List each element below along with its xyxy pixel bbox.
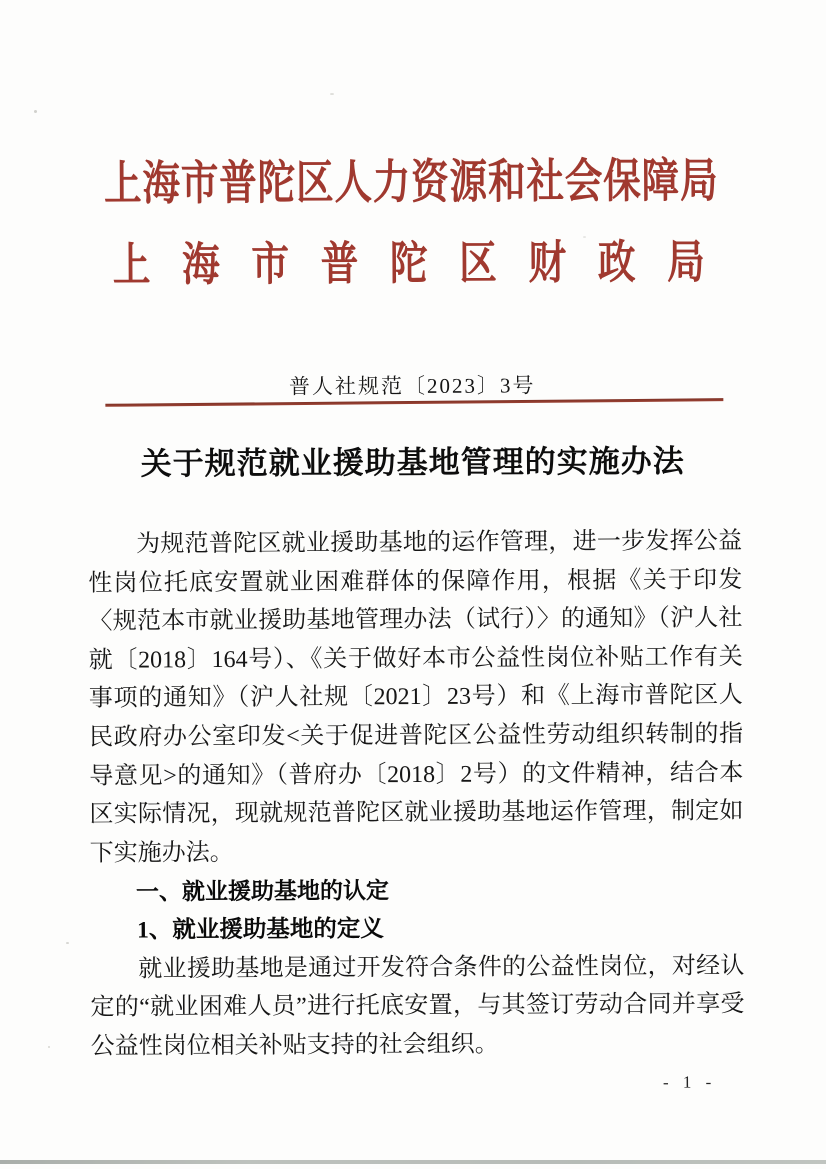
scan-speck (48, 1046, 50, 1048)
document-body (88, 522, 745, 1066)
body-paragraph-2: 就业援助基地是通过开发符合条件的公益性岗位，对经认定的“就业困难人员”进行托底安置，与其签订劳动合同并享受公益性岗位相关补贴支持的社会组织。 (90, 952, 745, 1060)
scan-speck (583, 236, 586, 238)
issuer-name-line1: 上海市普陀区人力资源和社会保障局 (103, 155, 719, 211)
scan-speck (66, 942, 69, 944)
scan-speck (34, 110, 37, 113)
scan-edge-line (0, 1160, 826, 1164)
section-heading-1: 一、就业援助基地的认定 (135, 877, 389, 905)
page-number: - 1 - (662, 1072, 717, 1092)
issuer-name-line2: 上 海 市 普 陀 区 财 政 局 (112, 236, 711, 291)
subsection-heading-1-1: 1、就业援助基地的定义 (137, 916, 384, 944)
document-letterhead (0, 0, 823, 291)
body-paragraph-1: 为规范普陀区就业援助基地的运作管理，进一步发挥公益性岗位托底安置就业困难群体的保障作用，根据《关于印发〈规范本市就业援助基地管理办法（试行）〉的通知》（沪人社就〔2018〕164号）、《关于做好本市公益性岗位补贴工作有关事项的通知》（沪人社规〔2021〕23号）和《上海市普陀区人民政府办公室印发<关于促进普陀区公益性劳动组织转制的指导意见>的通知》（普府办〔2018〕2号）的文件精神，结合本区实际情况，现就规范普陀区就业援助基地运作管理，制定如下实施办法。 (88, 528, 744, 867)
scan-speck (330, 93, 334, 95)
document-title: 关于规范就业援助基地管理的实施办法 (140, 443, 685, 482)
document-number: 普人社规范〔2023〕3号 (288, 373, 536, 399)
